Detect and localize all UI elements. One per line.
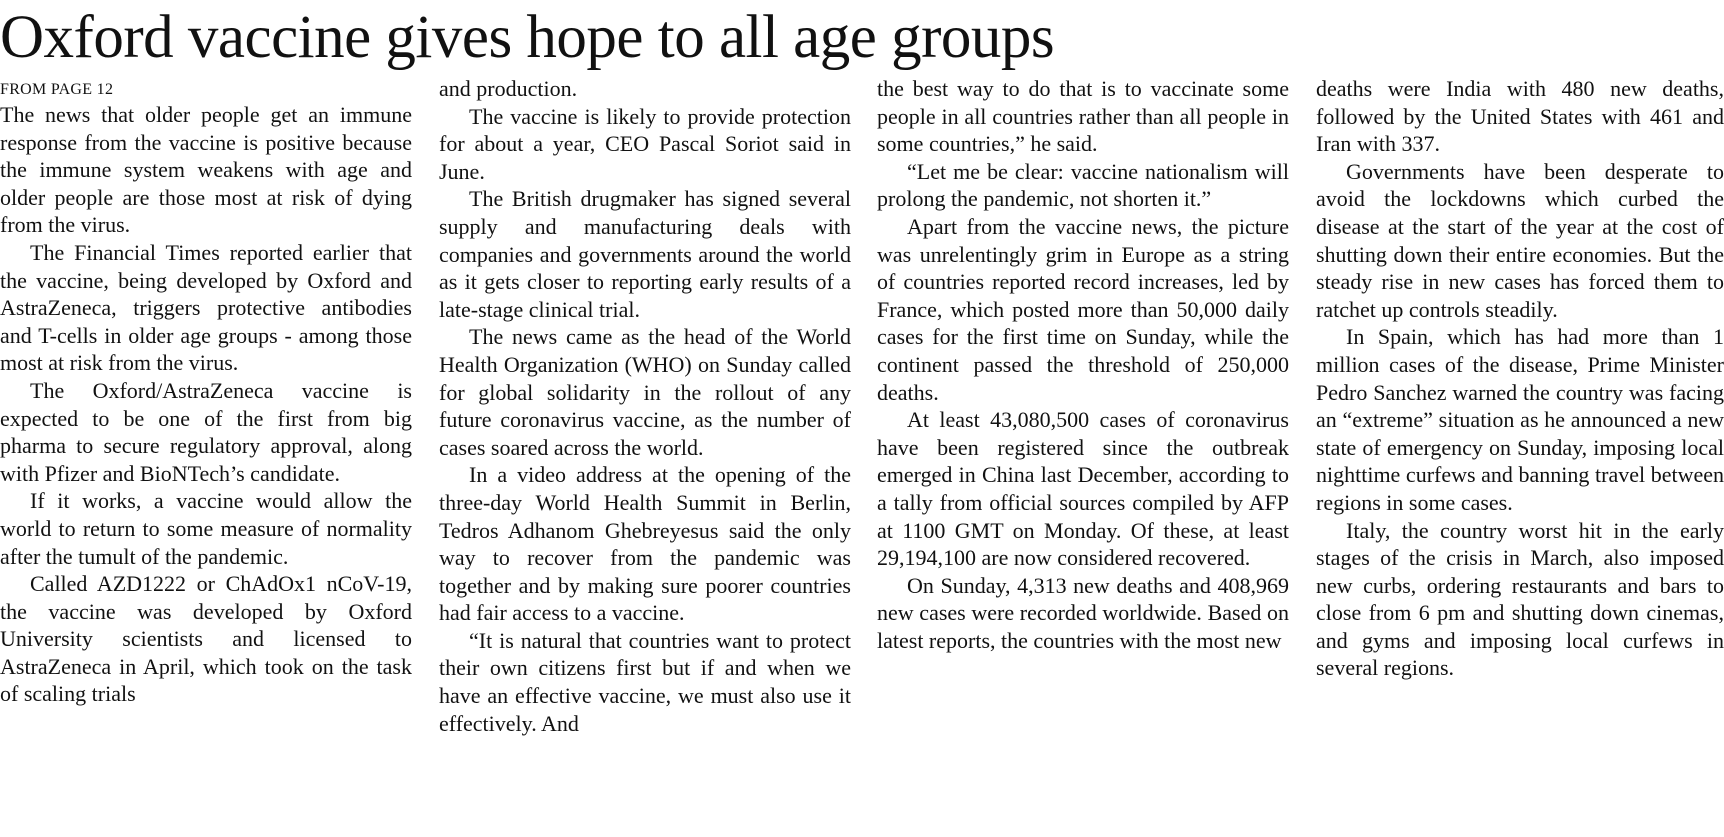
paragraph: Italy, the country worst hit in the early stages of the crisis in March, also imposed new curbs, ordering restaurants and bars to close from 6 pm and shutting down cinemas, and gyms and imposing local curfews in several regions. xyxy=(1316,517,1724,681)
paragraph: The vaccine is likely to provide protection for about a year, CEO Pascal Soriot said in June. xyxy=(439,103,851,184)
headline: Oxford vaccine gives hope to all age groups xyxy=(0,4,1055,71)
paragraph: and production. xyxy=(439,76,578,101)
paragraph: the best way to do that is to vaccinate some people in all countries rather than all people in some countries,” he said. xyxy=(877,76,1289,157)
paragraph: The news came as the head of the World Health Organization (WHO) on Sunday called for global solidarity in the rollout of any future coronavirus vaccine, as the number of cases soared across the world. xyxy=(439,324,851,460)
column-4 xyxy=(1316,75,1724,682)
article-body xyxy=(0,75,1724,837)
column-2 xyxy=(439,75,851,737)
column-3 xyxy=(877,75,1289,654)
continuation-kicker: FROM PAGE 12 xyxy=(0,81,114,98)
paragraph: In Spain, which has had more than 1 million cases of the disease, Prime Minister Pedro Sanchez warned the country was facing an “extreme” situation as he announced a new state of emergency on Sunday, imposing local nighttime curfews and banning travel between regions in some cases. xyxy=(1316,324,1724,515)
paragraph: The Financial Times reported earlier that the vaccine, being developed by Oxford and AstraZeneca, triggers protective antibodies and T-cells in older age groups - among those most at risk from the virus. xyxy=(0,239,412,376)
paragraph: On Sunday, 4,313 new deaths and 408,969 new cases were recorded worldwide. Based on latest reports, the countries with the most new xyxy=(877,572,1289,653)
paragraph: At least 43,080,500 cases of coronavirus have been registered since the outbreak emerged in China last December, according to a tally from official sources compiled by AFP at 1100 GMT on Monday. Of these, at least 29,194,100 are now considered recovered. xyxy=(877,407,1289,571)
paragraph: If it works, a vaccine would allow the world to return to some measure of normality after the tumult of the pandemic. xyxy=(0,488,412,569)
column-1 xyxy=(0,75,412,708)
paragraph: The news that older people get an immune response from the vaccine is positive because the immune system weakens with age and older people are those most at risk of dying from the virus. xyxy=(0,102,412,238)
paragraph: Called AZD1222 or ChAdOx1 nCoV-19, the vaccine was developed by Oxford University scientists and licensed to AstraZeneca in April, which took on the task of scaling trials xyxy=(0,571,412,707)
paragraph: “It is natural that countries want to protect their own citizens first but if and when we have an effective vaccine, we must also use it effectively. And xyxy=(439,627,851,736)
paragraph: Governments have been desperate to avoid the lockdowns which curbed the disease at the start of the year at the cost of shutting down their entire economies. But the steady rise in new cases has forced them to ratchet up controls steadily. xyxy=(1316,158,1724,322)
paragraph: The British drugmaker has signed several supply and manufacturing deals with companies and governments around the world as it gets closer to reporting early results of a late-stage clinical trial. xyxy=(439,186,851,322)
paragraph: In a video address at the opening of the three-day World Health Summit in Berlin, Tedros Adhanom Ghebreyesus said the only way to recover from the pandemic was together and by making sure poorer countries had fair access to a vaccine. xyxy=(439,462,851,626)
paragraph: Apart from the vaccine news, the picture was unrelentingly grim in Europe as a string of countries reported record increases, led by France, which posted more than 50,000 daily cases for the first time on Sunday, while the continent passed the threshold of 250,000 deaths. xyxy=(877,213,1289,405)
paragraph: The Oxford/AstraZeneca vaccine is expected to be one of the first from big pharma to secure regulatory approval, along with Pfizer and BioNTech’s candidate. xyxy=(0,377,412,486)
paragraph: deaths were India with 480 new deaths, followed by the United States with 461 and Iran with 337. xyxy=(1316,76,1724,157)
paragraph: “Let me be clear: vaccine nationalism will prolong the pandemic, not shorten it.” xyxy=(877,158,1289,212)
